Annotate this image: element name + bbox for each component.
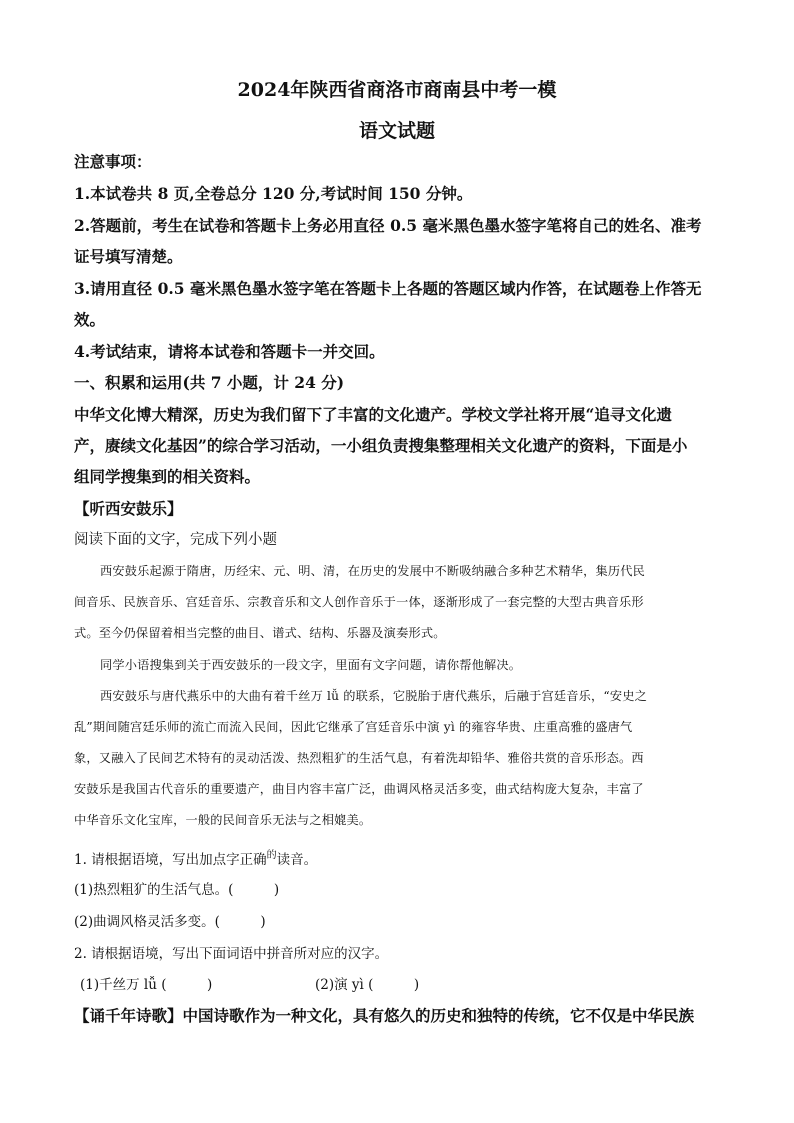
passage-3-line-2: 乱”期间随宫廷乐师的流亡而流入民间，因此它继承了宫廷音乐中演 yì 的雍容华贵、庄重高雅的盛唐气	[74, 720, 633, 734]
question-1-sup: 的	[266, 850, 277, 861]
q1b-prefix: (2)曲	[74, 914, 107, 930]
q1b-answer-blank[interactable]: 风格灵活多变。( )	[120, 914, 266, 930]
question-1	[74, 846, 724, 868]
q2b-answer-blank[interactable]: (2)演 yì ( )	[315, 977, 420, 993]
exam-title: 2024年陕西省商洛市商南县中考一模	[237, 79, 557, 101]
passage-3-line-1: 西安鼓乐与唐代燕乐中的大曲有着千丝万 lǚ 的联系，它脱胎于唐代燕乐，后融于宫廷音乐，“安史之	[100, 689, 648, 703]
question-1-tail: 读音。	[276, 852, 318, 868]
q1a-dotted-char: 犷	[133, 882, 148, 898]
reading-instruction: 阅读下面的文字，完成下列小题	[74, 532, 277, 548]
passage-1-line-3: 式。至今仍保留着相当完整的曲目、谱式、结构、乐器及演奏形式。	[74, 626, 446, 640]
part-title: 【听西安鼓乐】	[74, 499, 183, 518]
intro-line-1: 中华文化博大精深，历史为我们留下了丰富的文化遗产。学校文学社将开展“追寻文化遗	[74, 405, 672, 424]
passage-3-line-3: 象，又融入了民间艺术特有的灵动活泼、热烈粗犷的生活气息，有着洗却铅华、雅俗共赏的音乐形态。西	[74, 751, 644, 765]
note-item-3-cont: 效。	[74, 310, 106, 329]
passage-1-line-1: 西安鼓乐起源于隋唐，历经宋、元、明、清，在历史的发展中不断吸纳融合多种艺术精华，集历代民	[100, 564, 646, 578]
question-1-part-2	[74, 910, 724, 930]
passage-3-line-5: 中华音乐文化宝库，一般的民间音乐无法与之相媲美。	[74, 813, 372, 827]
question-1-part-1	[74, 878, 724, 898]
note-item-3: 3.请用直径 0.5 毫米黑色墨水签字笔在答题卡上各题的答题区域内作答，在试题卷上作答无	[74, 279, 702, 298]
q1a-prefix: (1)热烈粗	[74, 882, 134, 898]
passage-3-line-4: 安鼓乐是我国古代音乐的重要遗产，曲目内容丰富广泛，曲调风格灵活多变，曲式结构庞大复杂，丰富了	[74, 782, 644, 796]
poem-section-line: 【诵千年诗歌】中国诗歌作为一种文化，具有悠久的历史和独特的传统，它不仅是中华民族	[74, 1006, 695, 1025]
passage-1-line-2: 间音乐、民族音乐、宫廷音乐、宗教音乐和文人创作音乐于一体，逐渐形成了一套完整的大型古典音乐形	[74, 595, 644, 609]
notes-heading: 注意事项：	[74, 152, 152, 171]
note-item-4: 4.考试结束，请将本试卷和答题卡一并交回。	[74, 342, 385, 361]
question-1-text: 1. 请根据语境，写出加点字正确	[74, 852, 267, 868]
q2a-answer-blank[interactable]: (1)千丝万 lǚ ( )	[80, 977, 213, 993]
q1a-answer-blank[interactable]: 的生活气息。( )	[147, 882, 280, 898]
intro-line-2: 产，赓续文化基因”的综合学习活动，一小组负责搜集整理相关文化遗产的资料，下面是小	[74, 436, 688, 455]
exam-subtitle: 语文试题	[358, 120, 435, 142]
q1b-dotted-char: 调	[106, 914, 121, 930]
passage-2-line-1: 同学小语搜集到关于西安鼓乐的一段文字，里面有文字问题，请你帮他解决。	[100, 658, 522, 672]
intro-line-3: 组同学搜集到的相关资料。	[74, 467, 261, 486]
note-item-2-cont: 证号填写清楚。	[74, 247, 183, 266]
section-heading: 一、积累和运用(共 7 小题，计 24 分)	[74, 373, 345, 392]
question-2: 2. 请根据语境，写出下面词语中拼音所对应的汉字。	[74, 946, 389, 962]
note-item-2: 2.答题前，考生在试卷和答题卡上务必用直径 0.5 毫米黑色墨水签字笔将自己的姓名、准考	[74, 216, 702, 235]
note-item-1: 1.本试卷共 8 页,全卷总分 120 分,考试时间 150 分钟。	[74, 184, 473, 203]
